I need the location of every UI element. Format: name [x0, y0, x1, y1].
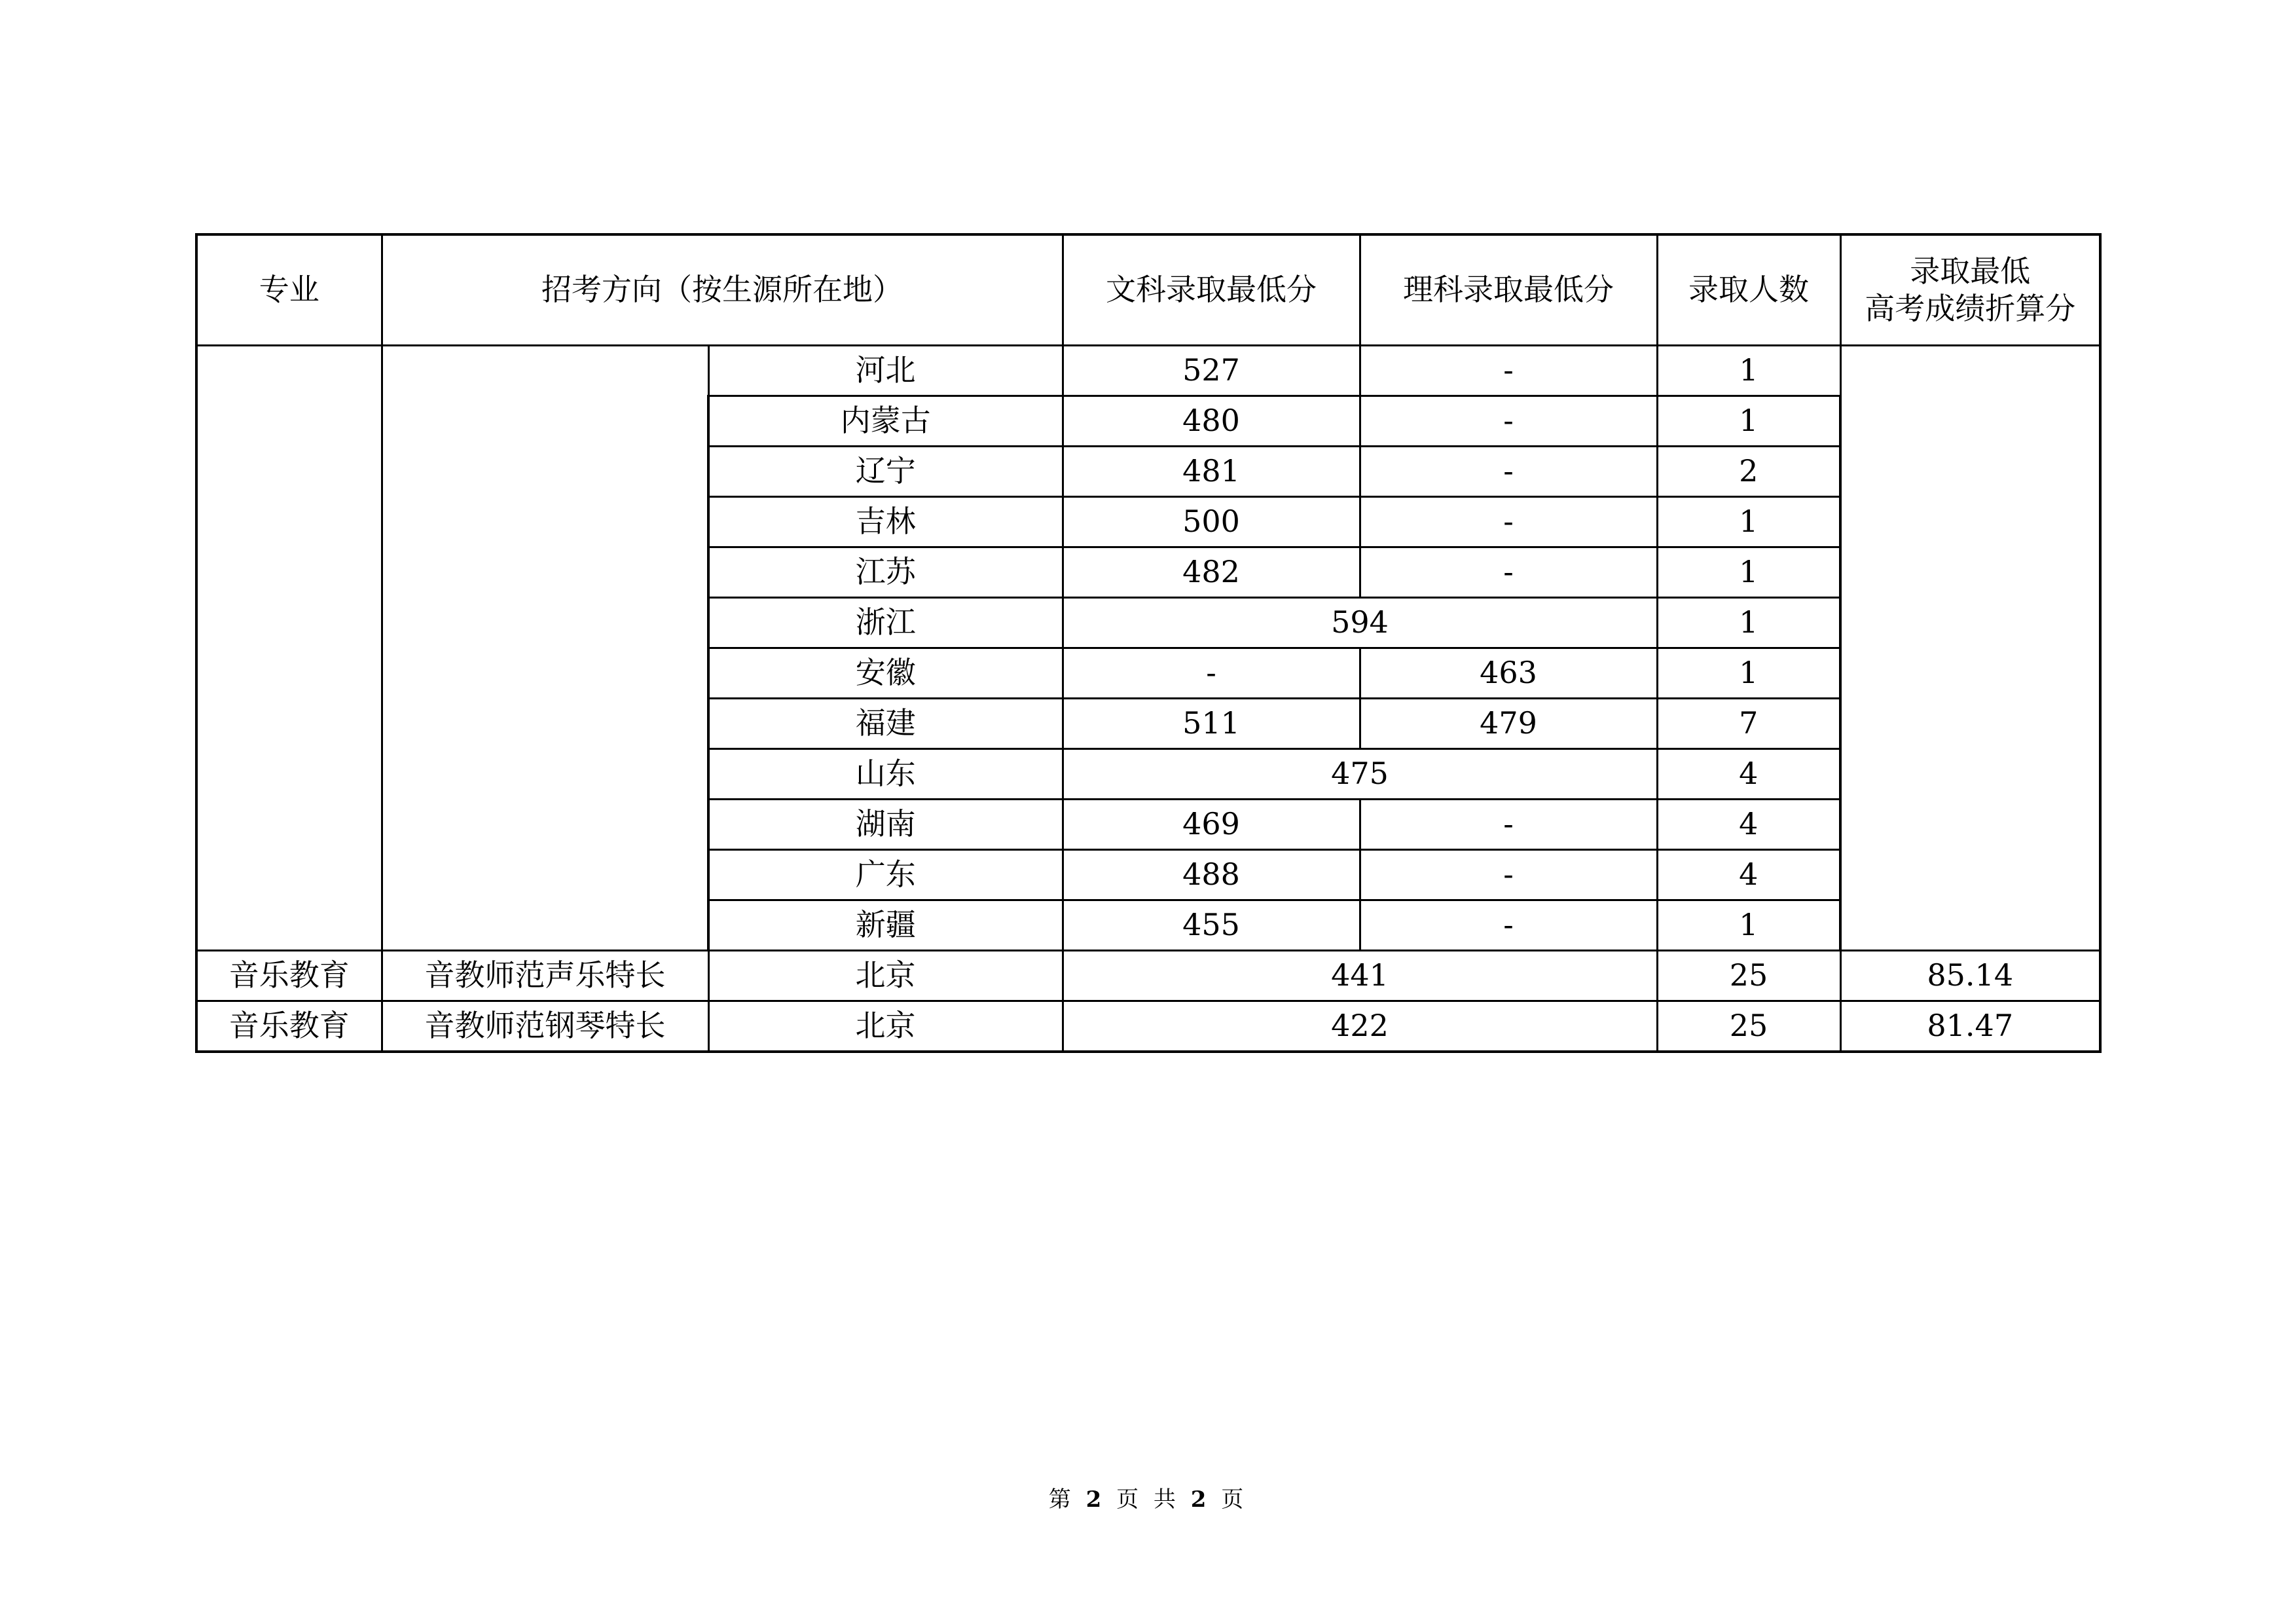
- science-score-cell: -: [1360, 547, 1657, 598]
- science-score-cell: -: [1360, 346, 1657, 396]
- province-cell: 浙江: [708, 598, 1063, 648]
- science-score-cell: -: [1360, 396, 1657, 447]
- science-score-cell: -: [1360, 900, 1657, 951]
- science-score-cell: 463: [1360, 648, 1657, 699]
- science-score-cell: -: [1360, 850, 1657, 900]
- admission-score-table: [195, 233, 2102, 1053]
- footer-label-pages: 页: [1221, 1486, 1248, 1513]
- header-row: [196, 234, 2100, 346]
- admitted-count-cell: 25: [1657, 1001, 1840, 1052]
- header-science-min: 理科录取最低分: [1360, 234, 1657, 346]
- province-cell: 河北: [708, 346, 1063, 396]
- province-cell: 北京: [708, 1001, 1063, 1052]
- direction-cell: 音教师范声乐特长: [382, 951, 708, 1001]
- arts-score-cell: 511: [1063, 699, 1360, 749]
- combined-score-cell: 422: [1063, 1001, 1657, 1052]
- arts-score-cell: 482: [1063, 547, 1360, 598]
- province-cell: 广东: [708, 850, 1063, 900]
- major-cell-empty: [196, 346, 382, 951]
- admitted-count-cell: 2: [1657, 447, 1840, 497]
- table-body: [196, 346, 2100, 1052]
- combined-score-cell: 475: [1063, 749, 1657, 800]
- admitted-count-cell: 7: [1657, 699, 1840, 749]
- admitted-count-cell: 4: [1657, 850, 1840, 900]
- province-cell: 湖南: [708, 800, 1063, 850]
- province-cell: 吉林: [708, 497, 1063, 547]
- admitted-count-cell: 4: [1657, 800, 1840, 850]
- arts-score-cell: 455: [1063, 900, 1360, 951]
- arts-score-cell: 500: [1063, 497, 1360, 547]
- table-row: [196, 346, 2100, 396]
- arts-score-cell: 480: [1063, 396, 1360, 447]
- major-cell: 音乐教育: [196, 1001, 382, 1052]
- science-score-cell: -: [1360, 800, 1657, 850]
- admitted-count-cell: 1: [1657, 648, 1840, 699]
- arts-score-cell: 469: [1063, 800, 1360, 850]
- footer-label-page: 第: [1048, 1486, 1075, 1513]
- header-major: 专业: [196, 234, 382, 346]
- admitted-count-cell: 1: [1657, 497, 1840, 547]
- header-converted-line1: 录取最低: [1910, 253, 2031, 289]
- footer-label-of: 页 共: [1116, 1486, 1180, 1513]
- arts-score-cell: 481: [1063, 447, 1360, 497]
- page-footer: [0, 1481, 2296, 1513]
- admitted-count-cell: 1: [1657, 598, 1840, 648]
- province-cell: 北京: [708, 951, 1063, 1001]
- science-score-cell: 479: [1360, 699, 1657, 749]
- province-cell: 山东: [708, 749, 1063, 800]
- admitted-count-cell: 1: [1657, 346, 1840, 396]
- major-cell: 音乐教育: [196, 951, 382, 1001]
- combined-score-cell: 594: [1063, 598, 1657, 648]
- table-row: [196, 1001, 2100, 1052]
- direction-cell: 音教师范钢琴特长: [382, 1001, 708, 1052]
- header-converted-score: [1840, 234, 2100, 346]
- admitted-count-cell: 1: [1657, 396, 1840, 447]
- converted-score-cell: 81.47: [1840, 1001, 2100, 1052]
- footer-total-pages: 2: [1190, 1486, 1211, 1513]
- province-cell: 辽宁: [708, 447, 1063, 497]
- province-cell: 新疆: [708, 900, 1063, 951]
- arts-score-cell: 488: [1063, 850, 1360, 900]
- converted-score-cell: 85.14: [1840, 951, 2100, 1001]
- province-cell: 福建: [708, 699, 1063, 749]
- header-direction: 招考方向（按生源所在地）: [382, 234, 1063, 346]
- admitted-count-cell: 4: [1657, 749, 1840, 800]
- table-row: [196, 951, 2100, 1001]
- header-converted-line2: 高考成绩折算分: [1865, 291, 2076, 326]
- combined-score-cell: 441: [1063, 951, 1657, 1001]
- header-admitted-count: 录取人数: [1657, 234, 1840, 346]
- converted-score-cell-empty: [1840, 346, 2100, 951]
- arts-score-cell: 527: [1063, 346, 1360, 396]
- footer-current-page: 2: [1085, 1486, 1106, 1513]
- science-score-cell: -: [1360, 497, 1657, 547]
- header-arts-min: 文科录取最低分: [1063, 234, 1360, 346]
- science-score-cell: -: [1360, 447, 1657, 497]
- province-cell: 安徽: [708, 648, 1063, 699]
- admitted-count-cell: 1: [1657, 547, 1840, 598]
- arts-score-cell: -: [1063, 648, 1360, 699]
- admitted-count-cell: 25: [1657, 951, 1840, 1001]
- province-cell: 江苏: [708, 547, 1063, 598]
- direction-cell-empty: [382, 346, 708, 951]
- province-cell: 内蒙古: [708, 396, 1063, 447]
- admitted-count-cell: 1: [1657, 900, 1840, 951]
